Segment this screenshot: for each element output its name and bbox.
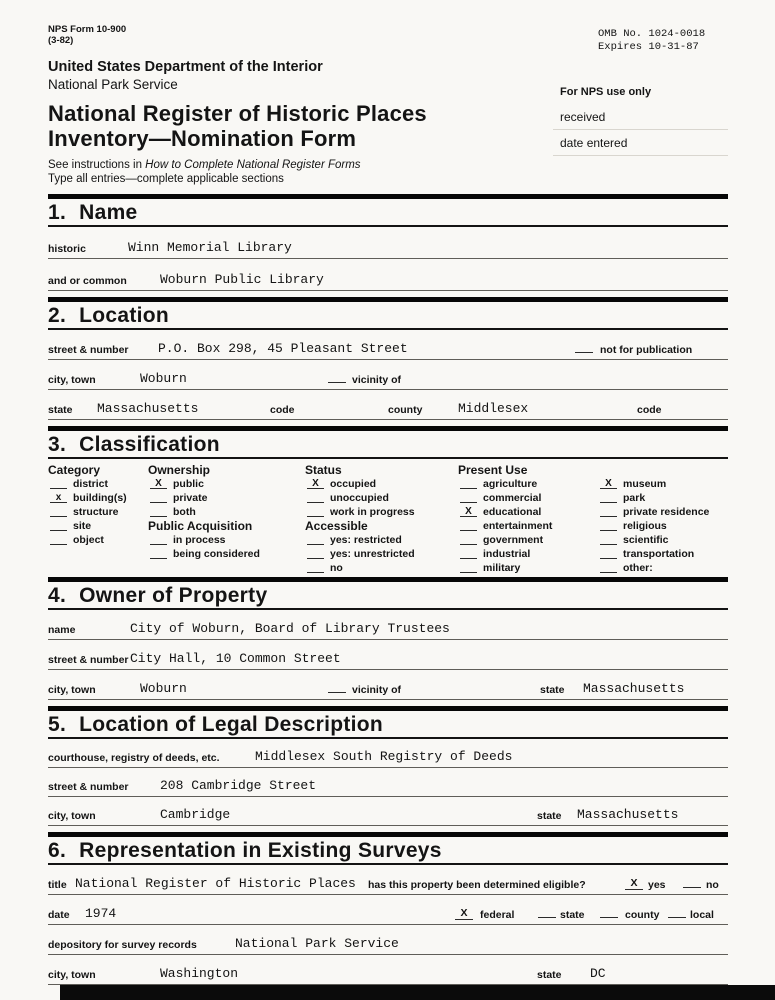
checkbox-mark: X	[307, 478, 324, 489]
section-number: 4.	[48, 584, 67, 607]
section-number: 5.	[48, 713, 67, 736]
checkbox-mark	[600, 520, 617, 531]
checkbox-mark	[150, 534, 167, 545]
county-blank	[600, 917, 618, 918]
omb-number	[598, 28, 705, 54]
federal-checkbox: X	[455, 907, 473, 920]
checkbox-mark	[307, 492, 324, 503]
checkbox-military	[458, 561, 552, 575]
checkbox-mark: X	[460, 506, 477, 517]
checkbox-mark	[50, 520, 67, 531]
agency-name: National Park Service	[48, 77, 178, 92]
checkbox-label: both	[173, 506, 196, 518]
checkbox-label: in process	[173, 534, 226, 546]
form-title-line1: National Register of Historic Places	[48, 101, 427, 126]
code-label: code	[270, 404, 295, 416]
checkbox-label: commercial	[483, 492, 542, 504]
section-number: 2.	[48, 304, 67, 327]
owner-city-field	[48, 670, 728, 700]
and-or-common-field	[48, 259, 728, 291]
checkbox-park	[598, 491, 709, 505]
city-town-label: city, town	[48, 374, 96, 386]
checkbox-yes-unrestricted	[305, 547, 415, 561]
checkbox-structure	[48, 505, 127, 519]
checkbox-label: occupied	[330, 478, 377, 490]
classification-group-title: Ownership	[148, 463, 211, 477]
checkbox-work-in-progress	[305, 505, 415, 519]
owner-state-label: state	[540, 684, 565, 696]
owner-name-field	[48, 610, 728, 640]
checkbox-label: park	[623, 492, 646, 504]
classification-group-title: Public Acquisition	[148, 519, 253, 533]
checkbox-building-s	[48, 491, 127, 505]
owner-name-value: City of Woburn, Board of Library Trustees	[130, 621, 450, 636]
county-option-label: county	[625, 909, 660, 921]
instructions	[48, 158, 361, 186]
section-3-heading	[48, 433, 728, 456]
classification-column	[148, 463, 260, 561]
historic-field	[48, 227, 728, 259]
checkbox-in-process	[148, 533, 260, 547]
checkbox-mark	[600, 548, 617, 559]
section-title: Location of Legal Description	[79, 713, 384, 736]
checkbox-mark	[307, 562, 324, 573]
checkbox-both	[148, 505, 260, 519]
checkbox-label: military	[483, 562, 521, 574]
section-4-heading	[48, 584, 728, 607]
local-option-label: local	[690, 909, 714, 921]
city-town-value: Woburn	[140, 371, 187, 386]
not-for-publication-blank	[575, 352, 593, 353]
checkbox-label: yes: restricted	[330, 534, 402, 546]
checkbox-label: educational	[483, 506, 542, 518]
form-number	[48, 24, 126, 46]
owner-state-value: Massachusetts	[583, 681, 685, 696]
classification-group-title: Accessible	[305, 519, 368, 533]
owner-city-value: Woburn	[140, 681, 187, 696]
checkbox-being-considered	[148, 547, 260, 561]
checkbox-mark	[50, 478, 67, 489]
checkbox-label: yes: unrestricted	[330, 548, 415, 560]
state-option-label: state	[560, 909, 585, 921]
section-number: 3.	[48, 433, 67, 456]
section-2-location	[48, 297, 728, 420]
checkbox-label: private residence	[623, 506, 710, 518]
received-label: received	[560, 110, 606, 124]
checkbox-mark	[307, 506, 324, 517]
checkbox-mark	[460, 562, 477, 573]
checkbox-museum	[598, 477, 709, 491]
checkbox-other	[598, 561, 709, 575]
checkbox-label: entertainment	[483, 520, 553, 532]
owner-street-label: street & number	[48, 654, 129, 666]
code2-label: code	[637, 404, 662, 416]
department-title: United States Department of the Interior	[48, 59, 323, 75]
street-number-label: street & number	[48, 344, 129, 356]
state-county-field	[48, 390, 728, 420]
section-title: Location	[79, 304, 170, 327]
checkbox-religious	[598, 519, 709, 533]
state-label: state	[48, 404, 73, 416]
depository-value: National Park Service	[235, 936, 399, 951]
checkbox-mark	[460, 492, 477, 503]
checkbox-mark	[460, 478, 477, 489]
owner-street-value: City Hall, 10 Common Street	[130, 651, 341, 666]
checkbox-label: being considered	[173, 548, 260, 560]
section-divider-bar	[48, 297, 728, 302]
eligible-no-blank	[683, 887, 701, 888]
not-for-publication-label: not for publication	[600, 344, 693, 356]
checkbox-label: unoccupied	[330, 492, 389, 504]
classification-group-title: Present Use	[458, 463, 528, 477]
form-number-line2: (3-82)	[48, 35, 74, 46]
checkbox-label: government	[483, 534, 544, 546]
vicinity-blank	[328, 692, 346, 693]
section-title: Owner of Property	[79, 584, 268, 607]
section-divider-bar	[48, 426, 728, 431]
courthouse-field	[48, 739, 728, 768]
checkbox-scientific	[598, 533, 709, 547]
checkbox-label: agriculture	[483, 478, 538, 490]
checkbox-label: building(s)	[73, 492, 127, 504]
checkbox-label: district	[73, 478, 109, 490]
checkbox-label: industrial	[483, 548, 531, 560]
section-2-heading	[48, 304, 728, 327]
survey-state-value: DC	[590, 966, 606, 981]
section-divider-bar	[48, 577, 728, 582]
received-line	[553, 129, 728, 130]
legal-state-label: state	[537, 810, 562, 822]
checkbox-educational	[458, 505, 552, 519]
survey-date-value: 1974	[85, 906, 117, 921]
classification-column	[458, 463, 552, 575]
checkbox-label: structure	[73, 506, 119, 518]
form-title-line2: Inventory—Nomination Form	[48, 126, 357, 151]
instructions-line2: Type all entries—complete applicable sections	[48, 173, 284, 185]
checkbox-entertainment	[458, 519, 552, 533]
checkbox-yes-restricted	[305, 533, 415, 547]
checkbox-transportation	[598, 547, 709, 561]
checkbox-label: private	[173, 492, 208, 504]
legal-city-field	[48, 797, 728, 826]
checkbox-commercial	[458, 491, 552, 505]
section-6-heading	[48, 839, 728, 862]
checkbox-public	[148, 477, 260, 491]
instructions-manual-title: How to Complete National Register Forms	[145, 159, 361, 171]
section-title: Name	[79, 201, 138, 224]
eligible-yes-checkbox: X	[625, 877, 643, 890]
omb-line1: OMB No. 1024-0018	[598, 28, 706, 40]
courthouse-label: courthouse, registry of deeds, etc.	[48, 752, 220, 764]
county-label: county	[388, 404, 423, 416]
form-header	[48, 0, 728, 188]
checkbox-mark	[600, 492, 617, 503]
classification-column	[48, 463, 127, 547]
section-title: Classification	[79, 433, 220, 456]
classification-group-title: Status	[305, 463, 342, 477]
checkbox-occupied	[305, 477, 415, 491]
vicinity-blank	[328, 382, 346, 383]
checkbox-private-residence	[598, 505, 709, 519]
scan-edge-bar	[60, 985, 775, 1000]
vicinity-label: vicinity of	[352, 374, 402, 386]
legal-street-label: street & number	[48, 781, 129, 793]
checkbox-mark	[460, 520, 477, 531]
checkbox-label: work in progress	[330, 506, 415, 518]
checkbox-label: transportation	[623, 548, 695, 560]
section-6-surveys	[48, 832, 728, 985]
checkbox-mark: x	[50, 492, 67, 503]
depository-label: depository for survey records	[48, 939, 197, 951]
checkbox-government	[458, 533, 552, 547]
checkbox-label: museum	[623, 478, 667, 490]
section-5-legal-description	[48, 706, 728, 826]
section-number: 6.	[48, 839, 67, 862]
street-number-field	[48, 330, 728, 360]
survey-city-value: Washington	[160, 966, 239, 981]
legal-state-value: Massachusetts	[577, 807, 679, 822]
section-title: Representation in Existing Surveys	[79, 839, 442, 862]
county-value: Middlesex	[458, 401, 529, 416]
checkbox-label: object	[73, 534, 104, 546]
legal-city-label: city, town	[48, 810, 96, 822]
survey-city-label: city, town	[48, 969, 96, 981]
checkbox-industrial	[458, 547, 552, 561]
legal-street-value: 208 Cambridge Street	[160, 778, 317, 793]
section-5-heading	[48, 713, 728, 736]
eligible-yes-label: yes	[648, 879, 666, 891]
state-blank	[538, 917, 556, 918]
checkbox-mark	[150, 492, 167, 503]
survey-city-field	[48, 955, 728, 985]
checkbox-unoccupied	[305, 491, 415, 505]
historic-label: historic	[48, 243, 86, 255]
checkbox-mark	[307, 534, 324, 545]
eligible-no-label: no	[706, 879, 719, 891]
survey-date-label: date	[48, 909, 70, 921]
and-or-common-value: Woburn Public Library	[160, 272, 324, 287]
date-entered-line	[553, 155, 728, 156]
courthouse-value: Middlesex South Registry of Deeds	[255, 749, 513, 764]
section-divider-bar	[48, 832, 728, 837]
owner-name-label: name	[48, 624, 76, 636]
classification-columns	[48, 459, 728, 574]
classification-group-title: Category	[48, 463, 101, 477]
city-town-field	[48, 360, 728, 390]
legal-city-value: Cambridge	[160, 807, 231, 822]
survey-date-field	[48, 895, 728, 925]
classification-column	[598, 463, 709, 575]
checkbox-mark	[150, 548, 167, 559]
checkbox-private	[148, 491, 260, 505]
survey-title-field	[48, 865, 728, 895]
and-or-common-label: and or common	[48, 275, 127, 287]
state-value: Massachusetts	[97, 401, 199, 416]
form-title	[48, 101, 427, 151]
local-blank	[668, 917, 686, 918]
survey-state-label: state	[537, 969, 562, 981]
checkbox-label: religious	[623, 520, 667, 532]
checkbox-no	[305, 561, 415, 575]
checkbox-mark	[600, 562, 617, 573]
survey-title-value: National Register of Historic Places	[75, 876, 356, 891]
checkbox-agriculture	[458, 477, 552, 491]
classification-group-spacer	[598, 463, 709, 477]
checkbox-site	[48, 519, 127, 533]
checkbox-label: scientific	[623, 534, 669, 546]
legal-street-field	[48, 768, 728, 797]
owner-street-field	[48, 640, 728, 670]
checkbox-mark	[460, 548, 477, 559]
street-number-value: P.O. Box 298, 45 Pleasant Street	[158, 341, 408, 356]
section-1-heading	[48, 201, 728, 224]
checkbox-mark	[307, 548, 324, 559]
checkbox-district	[48, 477, 127, 491]
checkbox-object	[48, 533, 127, 547]
checkbox-mark	[50, 506, 67, 517]
checkbox-mark	[460, 534, 477, 545]
checkbox-label: site	[73, 520, 92, 532]
checkbox-mark: X	[600, 478, 617, 489]
section-number: 1.	[48, 201, 67, 224]
date-entered-label: date entered	[560, 136, 628, 150]
checkbox-label: no	[330, 562, 343, 574]
checkbox-mark: X	[150, 478, 167, 489]
federal-label: federal	[480, 909, 515, 921]
vicinity-label: vicinity of	[352, 684, 402, 696]
checkbox-mark	[50, 534, 67, 545]
instructions-line1: See instructions in How to Complete National Register Forms	[48, 159, 361, 171]
checkbox-label: other:	[623, 562, 653, 574]
owner-city-label: city, town	[48, 684, 96, 696]
section-divider-bar	[48, 706, 728, 711]
survey-title-label: title	[48, 879, 67, 891]
form-number-line1: NPS Form 10-900	[48, 24, 127, 35]
section-4-owner	[48, 577, 728, 700]
depository-field	[48, 925, 728, 955]
section-1-name	[48, 194, 728, 291]
checkbox-mark	[150, 506, 167, 517]
section-divider-bar	[48, 194, 728, 199]
checkbox-label: public	[173, 478, 204, 490]
eligible-question-label: has this property been determined eligible?	[368, 879, 586, 891]
checkbox-mark	[600, 506, 617, 517]
nps-use-only-label: For NPS use only	[560, 86, 652, 98]
classification-column	[305, 463, 415, 575]
historic-value: Winn Memorial Library	[128, 240, 292, 255]
section-3-classification	[48, 426, 728, 574]
checkbox-mark	[600, 534, 617, 545]
omb-expires: Expires 10-31-87	[598, 41, 699, 53]
